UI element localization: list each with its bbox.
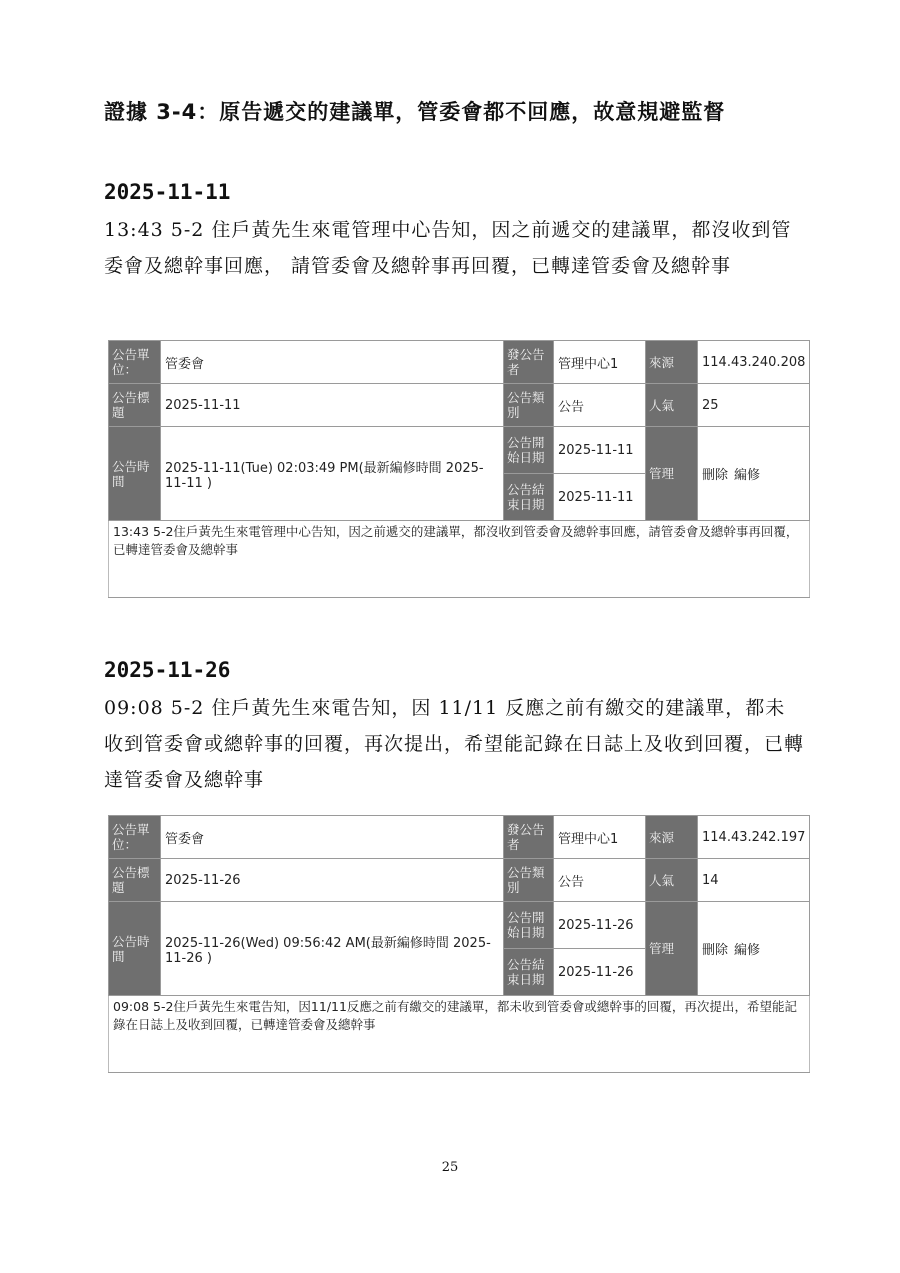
entry-narrative: 09:08 5-2 住戶黃先生來電告知，因 11/11 反應之前有繳交的建議單，都未收到管委會或總幹事的回覆，再次提出，希望能記錄在日誌上及收到回覆，已轉達管委會及總幹事 [104,697,805,791]
start-date-value: 2025-11-26 [554,902,646,949]
unit-label: 公告單位： [109,341,161,384]
title-value: 2025-11-26 [161,859,504,902]
end-date-value: 2025-11-11 [554,474,646,521]
entry-date: 2025-11-26 [104,658,231,682]
announcement-table [108,340,810,598]
views-label: 人氣 [646,859,698,902]
publisher-label: 發公告者 [504,816,554,859]
title-label: 公告標題 [109,859,161,902]
views-value: 14 [698,859,810,902]
source-label: 來源 [646,816,698,859]
type-value: 公告 [554,384,646,427]
end-date-label: 公告結束日期 [504,474,554,521]
unit-value: 管委會 [161,341,504,384]
announcement-content: 09:08 5-2住戶黃先生來電告知，因11/11反應之前有繳交的建議單，都未收到管委會或總幹事的回覆，再次提出，希望能記錄在日誌上及收到回覆，已轉達管委會及總幹事 [109,996,810,1073]
type-value: 公告 [554,859,646,902]
evidence-heading: 證據 3-4：原告遞交的建議單，管委會都不回應，故意規避監督 [104,100,726,124]
delete-link[interactable]: 刪除 [702,468,729,483]
edit-link[interactable]: 編修 [734,943,761,958]
end-date-value: 2025-11-26 [554,949,646,996]
title-label: 公告標題 [109,384,161,427]
views-label: 人氣 [646,384,698,427]
time-label: 公告時間 [109,427,161,521]
manage-label: 管理 [646,427,698,521]
source-label: 來源 [646,341,698,384]
time-value: 2025-11-26(Wed) 09:56:42 AM(最新編修時間 2025-11-26 ) [161,902,504,996]
publisher-value: 管理中心1 [554,341,646,384]
start-date-label: 公告開始日期 [504,427,554,474]
announcement-content: 13:43 5-2住戶黃先生來電管理中心告知，因之前遞交的建議單，都沒收到管委會及總幹事回應，請管委會及總幹事再回覆，已轉達管委會及總幹事 [109,521,810,598]
publisher-value: 管理中心1 [554,816,646,859]
unit-label: 公告單位： [109,816,161,859]
manage-links [698,427,810,521]
time-label: 公告時間 [109,902,161,996]
edit-link[interactable]: 編修 [734,468,761,483]
time-value: 2025-11-11(Tue) 02:03:49 PM(最新編修時間 2025-11-11 ) [161,427,504,521]
end-date-label: 公告結束日期 [504,949,554,996]
start-date-value: 2025-11-11 [554,427,646,474]
publisher-label: 發公告者 [504,341,554,384]
title-value: 2025-11-11 [161,384,504,427]
announcement-table [108,815,810,1073]
delete-link[interactable]: 刪除 [702,943,729,958]
manage-links [698,902,810,996]
unit-value: 管委會 [161,816,504,859]
views-value: 25 [698,384,810,427]
start-date-label: 公告開始日期 [504,902,554,949]
entry-date: 2025-11-11 [104,180,231,204]
source-value: 114.43.240.208 [698,341,810,384]
entry-narrative: 13:43 5-2 住戶黃先生來電管理中心告知，因之前遞交的建議單，都沒收到管委會及總幹事回應， 請管委會及總幹事再回覆，已轉達管委會及總幹事 [104,219,792,277]
type-label: 公告類別 [504,384,554,427]
type-label: 公告類別 [504,859,554,902]
manage-label: 管理 [646,902,698,996]
source-value: 114.43.242.197 [698,816,810,859]
page-number: 25 [441,1160,459,1175]
